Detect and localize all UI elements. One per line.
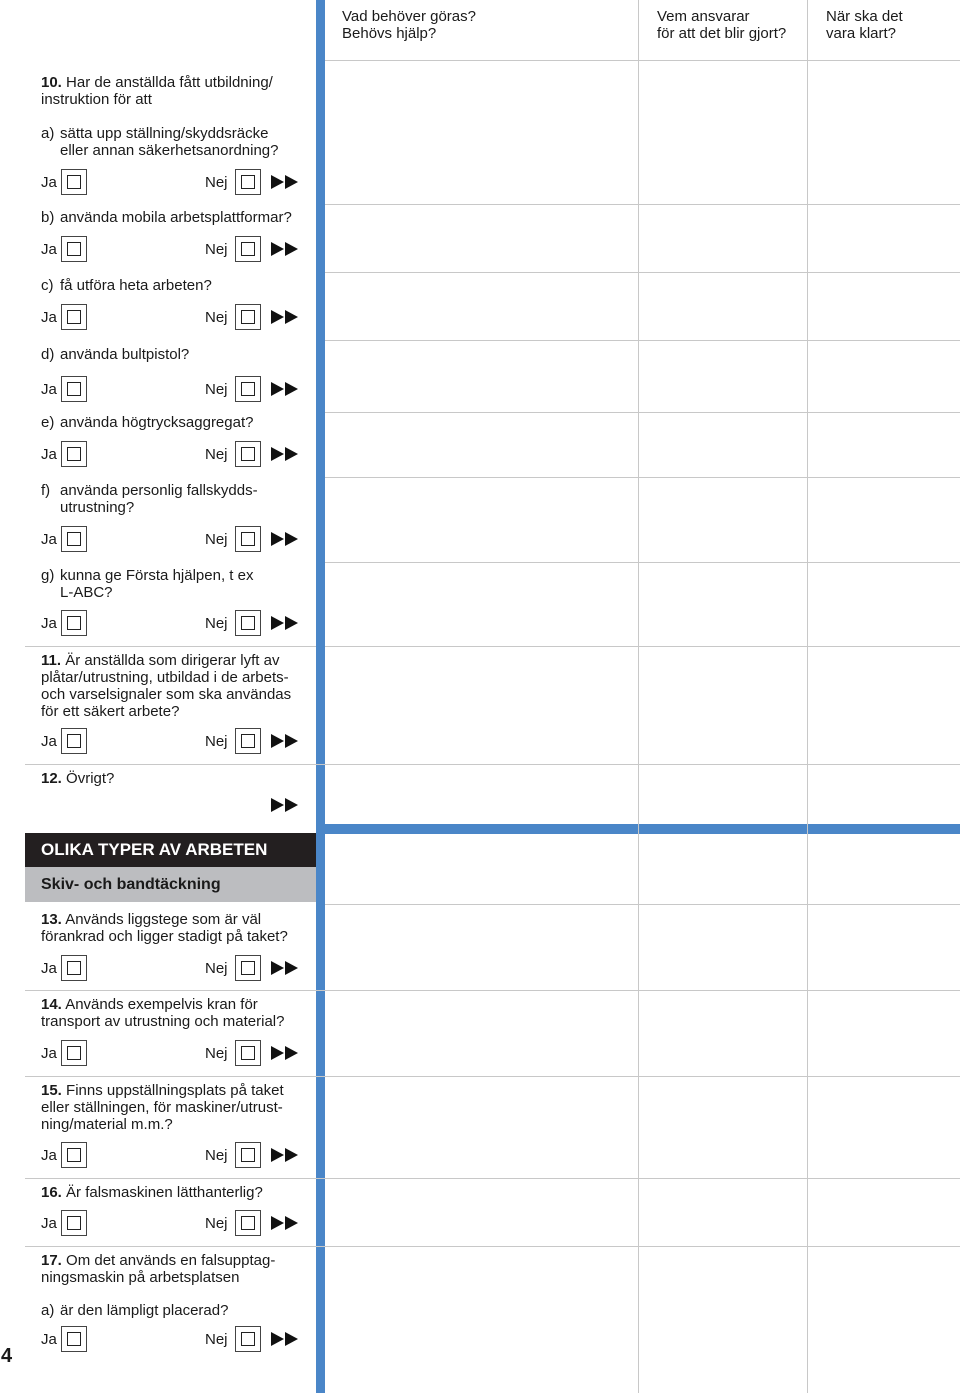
section-title: OLIKA TYPER AV ARBETEN (25, 833, 316, 867)
row-line (325, 904, 960, 905)
row-line (25, 1178, 960, 1179)
skip-arrow-icon (271, 382, 301, 396)
ja-checkbox[interactable] (61, 610, 87, 636)
row-line (325, 562, 960, 563)
answer-row-14: Ja Nej (41, 1040, 311, 1068)
question-10a: a) sätta upp ställning/skyddsräcke eller annan säkerhetsanordning? (41, 125, 279, 159)
question-10c: c) få utföra heta arbeten? (41, 277, 212, 294)
skip-arrow-icon (271, 1216, 301, 1230)
answer-row-15: Ja Nej (41, 1142, 311, 1170)
nej-checkbox[interactable] (235, 169, 261, 195)
ja-checkbox[interactable] (61, 1326, 87, 1352)
answer-row-13: Ja Nej (41, 955, 311, 983)
question-13: 13. Används liggstege som är väl förankrad och ligger stadigt på taket? (41, 911, 288, 945)
question-10e: e) använda högtrycksaggregat? (41, 414, 254, 431)
question-10d: d) använda bultpistol? (41, 346, 190, 363)
skip-arrow-icon (271, 242, 301, 256)
ja-checkbox[interactable] (61, 526, 87, 552)
ja-checkbox[interactable] (61, 728, 87, 754)
skip-arrow-icon (271, 447, 301, 461)
nej-checkbox[interactable] (235, 728, 261, 754)
ja-checkbox[interactable] (61, 1142, 87, 1168)
question-10g: g) kunna ge Första hjälpen, t ex L-ABC? (41, 567, 254, 601)
question-17a: a) är den lämpligt placerad? (41, 1302, 229, 1319)
row-line (325, 60, 960, 61)
answer-row-10g: Ja Nej (41, 610, 311, 638)
nej-checkbox[interactable] (235, 1210, 261, 1236)
answer-row-10c: Ja Nej (41, 304, 311, 332)
skip-arrow-icon (271, 175, 301, 189)
answer-row-17a: Ja Nej (41, 1326, 311, 1354)
answer-row-11: Ja Nej (41, 728, 311, 756)
row-line (25, 1076, 960, 1077)
ja-checkbox[interactable] (61, 236, 87, 262)
question-14: 14. Används exempelvis kran för transport av utrustning och material? (41, 996, 285, 1030)
nej-checkbox[interactable] (235, 376, 261, 402)
skip-arrow-icon (271, 1046, 301, 1060)
row-line (325, 340, 960, 341)
nej-checkbox[interactable] (235, 610, 261, 636)
row-line (325, 646, 960, 647)
section-subtitle: Skiv- och bandtäckning (25, 867, 316, 902)
skip-arrow-icon (271, 1148, 301, 1162)
question-17: 17. Om det används en falsupptag- ningsmaskin på arbetsplatsen (41, 1252, 276, 1286)
answer-row-10e: Ja Nej (41, 441, 311, 469)
ja-checkbox[interactable] (61, 304, 87, 330)
row-line (325, 272, 960, 273)
skip-arrow-icon (271, 310, 301, 324)
ja-checkbox[interactable] (61, 169, 87, 195)
column-divider-3 (807, 0, 808, 1393)
question-15: 15. Finns uppställningsplats på taket eller ställningen, för maskiner/utrust- ning/material m.m.? (41, 1082, 284, 1133)
ja-checkbox[interactable] (61, 376, 87, 402)
row-line (325, 204, 960, 205)
answer-row-10f: Ja Nej (41, 526, 311, 554)
answer-row-10a: Ja Nej (41, 169, 311, 197)
nej-checkbox[interactable] (235, 1142, 261, 1168)
column-divider-2 (638, 0, 639, 1393)
ja-checkbox[interactable] (61, 1040, 87, 1066)
row-line (325, 477, 960, 478)
skip-arrow-icon (271, 616, 301, 630)
question-16: 16. Är falsmaskinen lätthanterlig? (41, 1184, 263, 1201)
skip-arrow-icon (271, 734, 301, 748)
answer-row-10d: Ja Nej (41, 376, 311, 404)
question-11: 11. Är anställda som dirigerar lyft av plåtar/utrustning, utbildad i de arbets- och varselsignaler som ska användas för ett säkert arbete? (41, 652, 292, 720)
nej-checkbox[interactable] (235, 441, 261, 467)
header-who: Vem ansvarar för att det blir gjort? (657, 8, 787, 42)
question-10b: b) använda mobila arbetsplattformar? (41, 209, 292, 226)
skip-arrow-icon (271, 961, 301, 975)
row-line (325, 412, 960, 413)
page-number: 4 (1, 1345, 13, 1367)
nej-checkbox[interactable] (235, 955, 261, 981)
blue-column-divider (316, 0, 325, 1393)
question-12: 12. Övrigt? (41, 770, 115, 787)
answer-row-10b: Ja Nej (41, 236, 311, 264)
answer-row-12 (41, 792, 311, 820)
header-when: När ska det vara klart? (826, 8, 903, 42)
row-line (25, 646, 316, 647)
row-line (25, 990, 960, 991)
nej-checkbox[interactable] (235, 236, 261, 262)
row-line (25, 764, 960, 765)
header-what: Vad behöver göras? Behövs hjälp? (342, 8, 476, 42)
ja-checkbox[interactable] (61, 1210, 87, 1236)
nej-checkbox[interactable] (235, 304, 261, 330)
skip-arrow-icon (271, 798, 301, 812)
question-10: 10. Har de anställda fått utbildning/ instruktion för att (41, 74, 273, 108)
nej-checkbox[interactable] (235, 1040, 261, 1066)
skip-arrow-icon (271, 1332, 301, 1346)
row-line (25, 1246, 960, 1247)
ja-checkbox[interactable] (61, 441, 87, 467)
skip-arrow-icon (271, 532, 301, 546)
nej-checkbox[interactable] (235, 1326, 261, 1352)
nej-checkbox[interactable] (235, 526, 261, 552)
question-10f: f) använda personlig fallskydds- utrustning? (41, 482, 258, 516)
ja-checkbox[interactable] (61, 955, 87, 981)
answer-row-16: Ja Nej (41, 1210, 311, 1238)
